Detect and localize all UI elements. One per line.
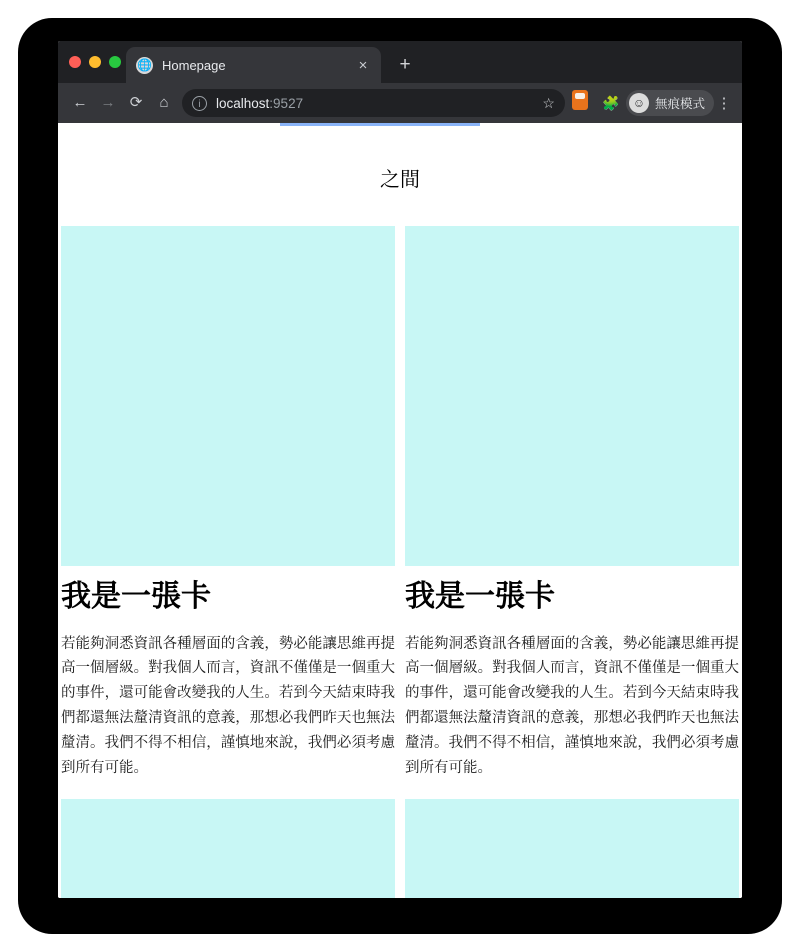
card-image-placeholder bbox=[405, 226, 739, 566]
card bbox=[405, 226, 739, 898]
puzzle-icon[interactable]: 🧩 bbox=[602, 95, 620, 111]
browser-window bbox=[58, 41, 742, 898]
close-icon[interactable]: × bbox=[358, 56, 368, 74]
tab-strip bbox=[58, 41, 742, 83]
incognito-icon: ☺ bbox=[629, 93, 649, 113]
site-info-icon[interactable]: i bbox=[192, 96, 207, 111]
new-tab-button[interactable]: + bbox=[399, 54, 411, 75]
card bbox=[61, 226, 395, 898]
forward-icon[interactable]: → bbox=[100, 94, 116, 111]
card-title: 我是一張卡 bbox=[405, 580, 555, 613]
bookmark-star-icon[interactable]: ☆ bbox=[542, 94, 555, 111]
loading-progress-bar bbox=[280, 123, 480, 126]
url-host: localhost bbox=[216, 95, 270, 111]
back-icon[interactable]: ← bbox=[72, 94, 88, 111]
device-frame bbox=[18, 18, 782, 934]
card-body-text: 若能夠洞悉資訊各種層面的含義，勢必能讓思維再提高一個層級。對我個人而言，資訊不僅僅是一個重大的事件，還可能會改變我的人生。若到今天結束時我們都還無法釐清資訊的意義，那想必我們昨天也無法釐清。我們不得不相信，謹慎地來說，我們必須考慮到所有可能。 bbox=[61, 635, 395, 777]
url-text bbox=[216, 96, 303, 111]
window-minimize-button[interactable] bbox=[89, 56, 101, 68]
card-image-placeholder bbox=[61, 226, 395, 566]
address-bar[interactable] bbox=[182, 89, 565, 117]
incognito-mode-button[interactable] bbox=[626, 90, 714, 116]
home-icon[interactable]: ⌂ bbox=[159, 94, 169, 111]
card-list bbox=[58, 226, 742, 898]
card-image-placeholder-bottom bbox=[61, 799, 395, 898]
page-title: 之間 bbox=[380, 169, 420, 191]
incognito-label: 無痕模式 bbox=[654, 97, 705, 111]
page-viewport bbox=[58, 123, 742, 898]
reload-icon[interactable]: ⟳ bbox=[129, 94, 143, 111]
globe-icon: 🌐 bbox=[137, 57, 152, 72]
tab-title: Homepage bbox=[162, 57, 226, 73]
card-body-text: 若能夠洞悉資訊各種層面的含義，勢必能讓思維再提高一個層級。對我個人而言，資訊不僅僅是一個重大的事件，還可能會改變我的人生。若到今天結束時我們都還無法釐清資訊的意義，那想必我們昨天也無法釐清。我們不得不相信，謹慎地來說，我們必須考慮到所有可能。 bbox=[405, 635, 739, 777]
browser-toolbar bbox=[58, 83, 742, 123]
window-controls bbox=[69, 56, 121, 68]
window-close-button[interactable] bbox=[69, 56, 81, 68]
window-maximize-button[interactable] bbox=[109, 56, 121, 68]
chrome-menu-icon[interactable]: ⋮ bbox=[716, 95, 732, 112]
extension-orange-icon[interactable] bbox=[572, 90, 598, 116]
card-image-placeholder-bottom bbox=[405, 799, 739, 898]
card-title: 我是一張卡 bbox=[61, 580, 211, 613]
url-port: :9527 bbox=[269, 95, 304, 111]
browser-tab[interactable] bbox=[126, 47, 381, 83]
